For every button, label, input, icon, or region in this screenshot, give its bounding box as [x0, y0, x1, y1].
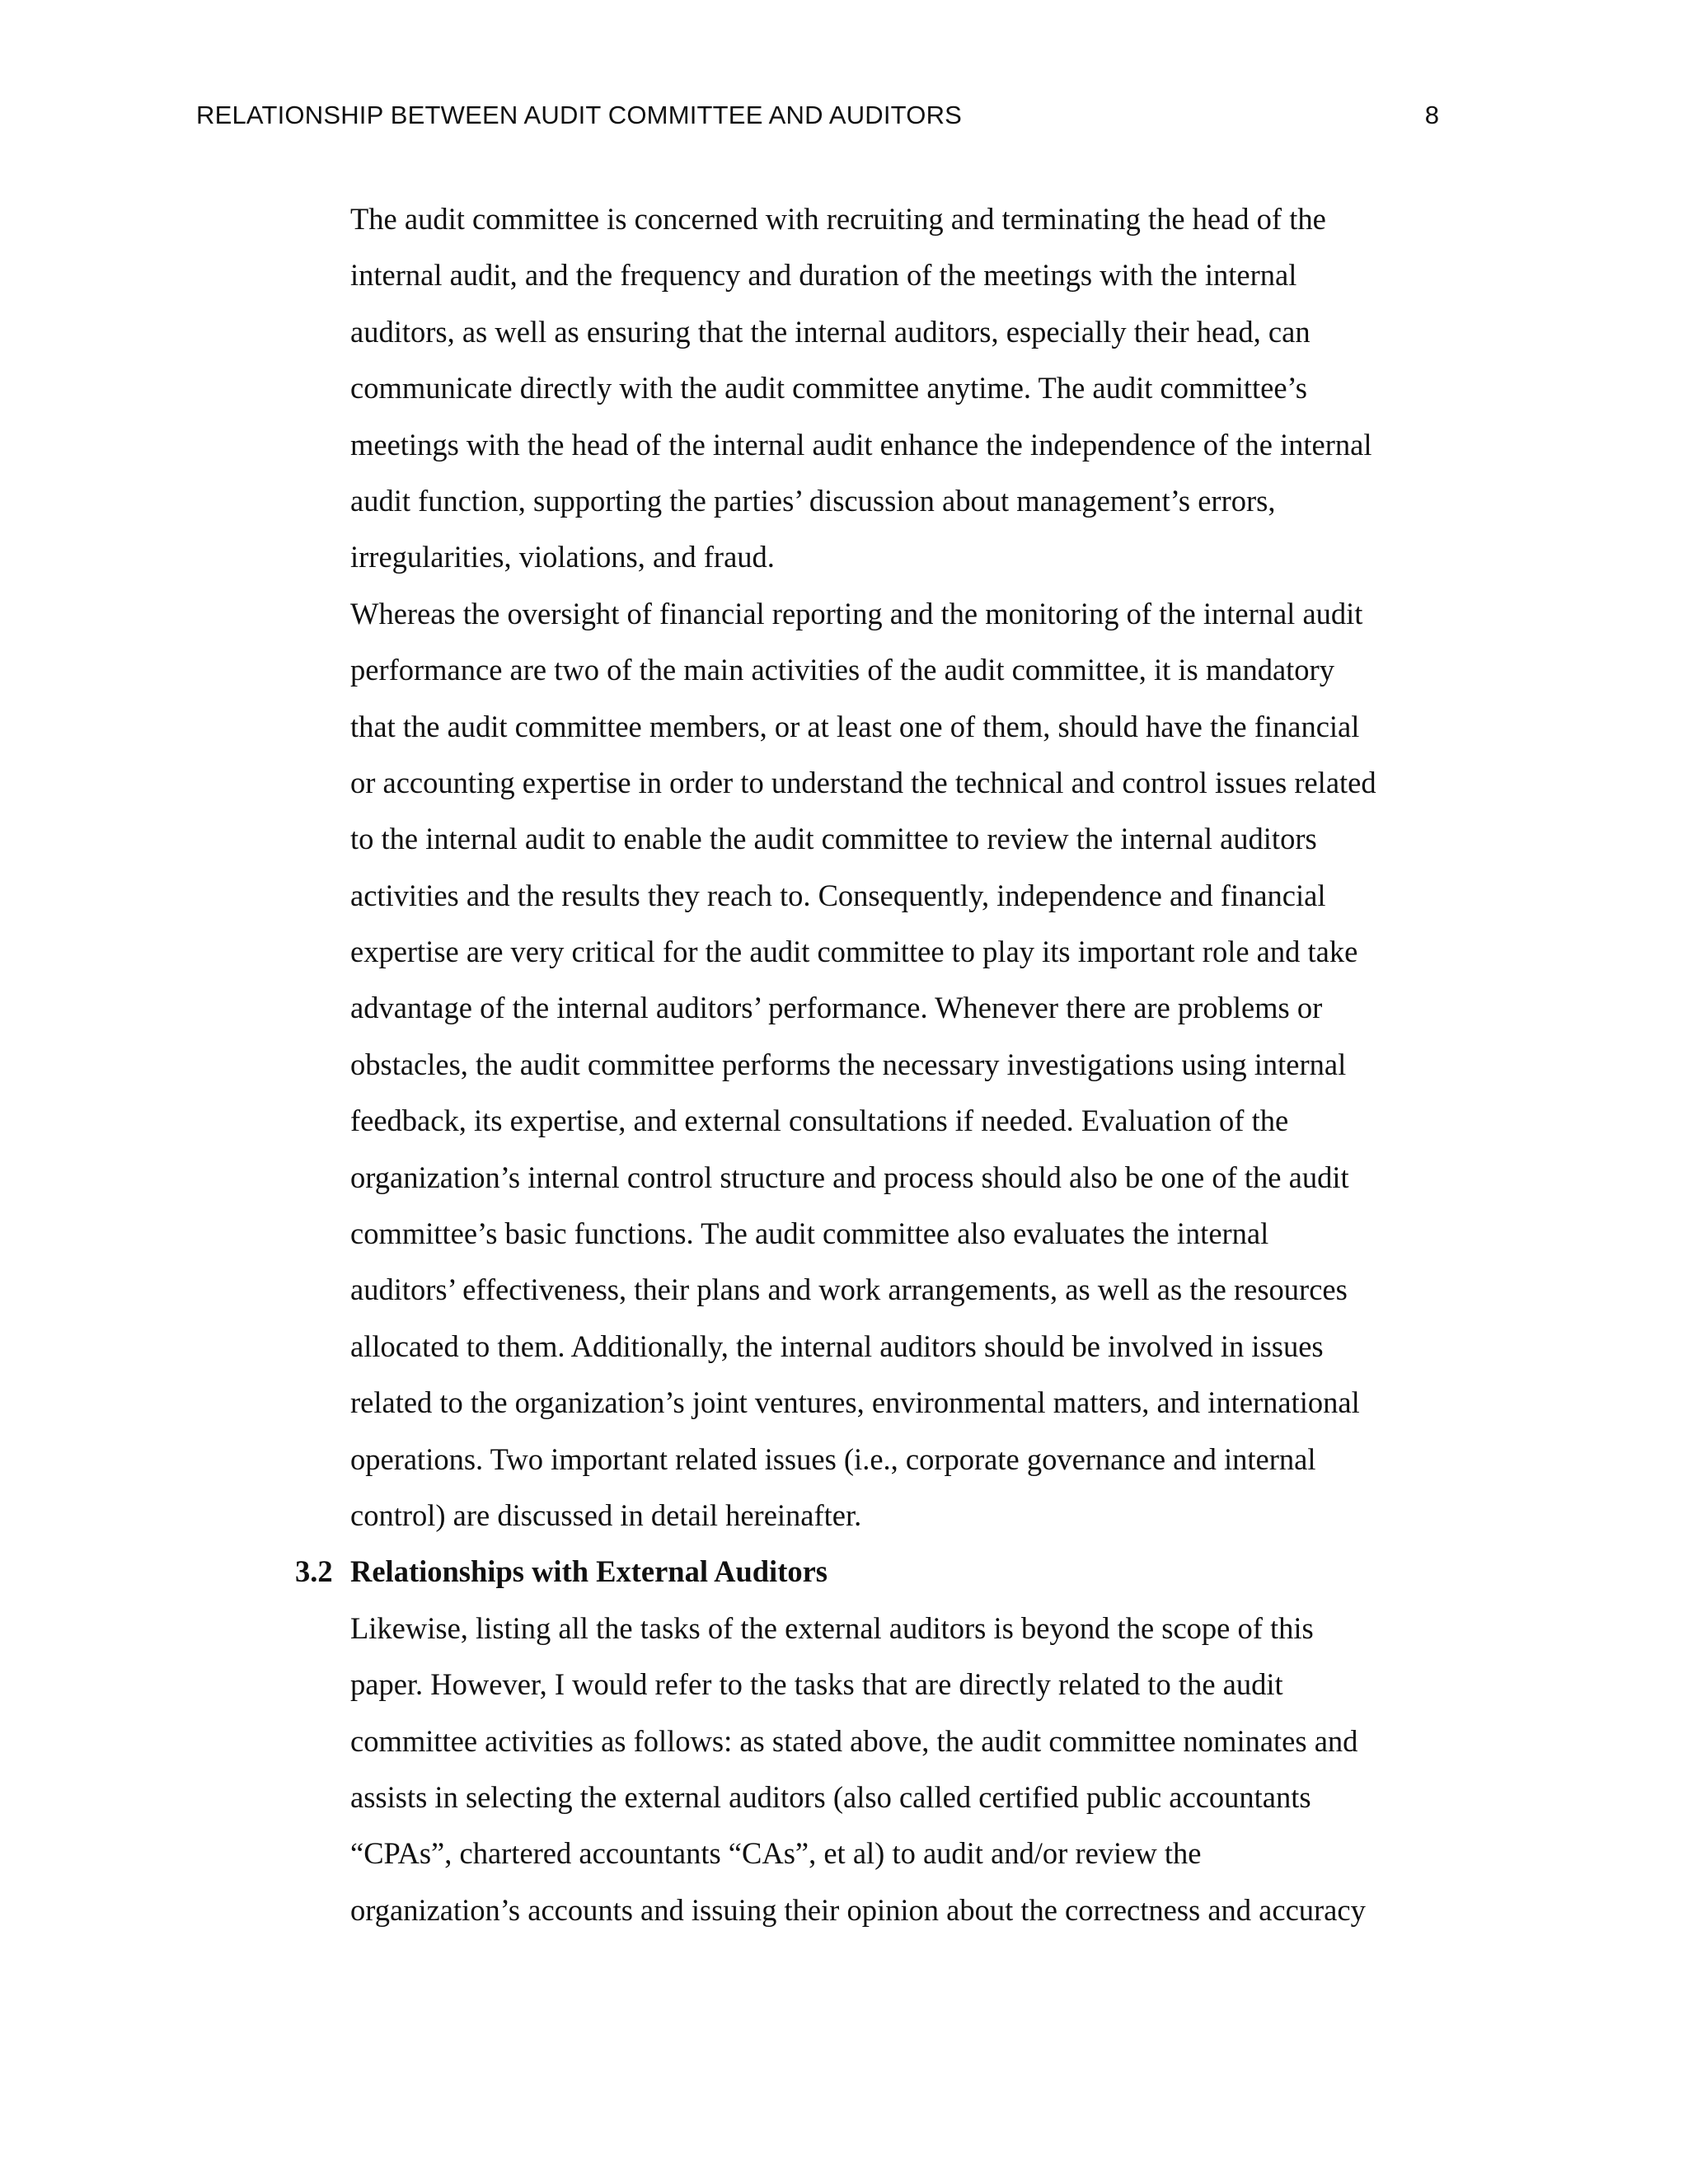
text-line: committee activities as follows: as stated above, the audit committee nominates and	[350, 1723, 1358, 1758]
paragraph-3	[350, 1601, 1504, 1938]
text-line: audit function, supporting the parties’ discussion about management’s errors,	[350, 483, 1276, 518]
paragraph-1	[350, 191, 1504, 586]
text-line: Whereas the oversight of financial reporting and the monitoring of the internal audit	[350, 596, 1363, 630]
text-line: advantage of the internal auditors’ performance. Whenever there are problems or	[350, 991, 1323, 1025]
text-line: related to the organization’s joint ventures, environmental matters, and international	[350, 1385, 1360, 1420]
section-title: Relationships with External Auditors	[350, 1554, 828, 1589]
text-line: irregularities, violations, and fraud.	[350, 540, 775, 574]
text-line: performance are two of the main activities of the audit committee, it is mandatory	[350, 653, 1334, 687]
text-line: Likewise, listing all the tasks of the external auditors is beyond the scope of this	[350, 1610, 1314, 1645]
text-line: obstacles, the audit committee performs the necessary investigations using internal	[350, 1047, 1347, 1081]
text-line: organization’s accounts and issuing their opinion about the correctness and accuracy	[350, 1892, 1366, 1927]
text-line: auditors’ effectiveness, their plans and work arrangements, as well as the resources	[350, 1272, 1348, 1307]
text-line: The audit committee is concerned with recruiting and terminating the head of the	[350, 202, 1326, 236]
text-line: “CPAs”, chartered accountants “CAs”, et al) to audit and/or review the	[350, 1836, 1202, 1871]
text-line: meetings with the head of the internal audit enhance the independence of the internal	[350, 427, 1372, 462]
text-line: expertise are very critical for the audit committee to play its important role and take	[350, 935, 1358, 969]
section-heading	[295, 1544, 1504, 1600]
text-line: communicate directly with the audit committee anytime. The audit committee’s	[350, 371, 1307, 405]
text-line: to the internal audit to enable the audit committee to review the internal auditors	[350, 822, 1317, 856]
text-line: control) are discussed in detail hereinafter.	[350, 1497, 862, 1532]
running-head: RELATIONSHIP BETWEEN AUDIT COMMITTEE AND AUDITORS	[196, 101, 963, 129]
text-line: auditors, as well as ensuring that the internal auditors, especially their head, can	[350, 314, 1311, 349]
text-line: feedback, its expertise, and external consultations if needed. Evaluation of the	[350, 1104, 1289, 1138]
body-text	[295, 191, 1504, 1938]
text-line: operations. Two important related issues (i.e., corporate governance and internal	[350, 1441, 1316, 1476]
text-line: allocated to them. Additionally, the internal auditors should be involved in issues	[350, 1329, 1324, 1363]
text-line: internal audit, and the frequency and duration of the meetings with the internal	[350, 258, 1297, 293]
text-line: committee’s basic functions. The audit committee also evaluates the internal	[350, 1216, 1269, 1251]
text-line: activities and the results they reach to. Consequently, independence and financial	[350, 878, 1326, 912]
text-line: organization’s internal control structure and process should also be one of the audit	[350, 1160, 1349, 1194]
page-number: 8	[1424, 101, 1439, 129]
text-line: paper. However, I would refer to the tasks that are directly related to the audit	[350, 1667, 1283, 1702]
text-line: that the audit committee members, or at least one of them, should have the financial	[350, 709, 1360, 743]
text-line: assists in selecting the external auditors (also called certified public accountants	[350, 1779, 1311, 1814]
text-line: or accounting expertise in order to understand the technical and control issues related	[350, 765, 1376, 799]
paragraph-2	[350, 586, 1504, 1544]
section-number: 3.2	[295, 1554, 333, 1589]
